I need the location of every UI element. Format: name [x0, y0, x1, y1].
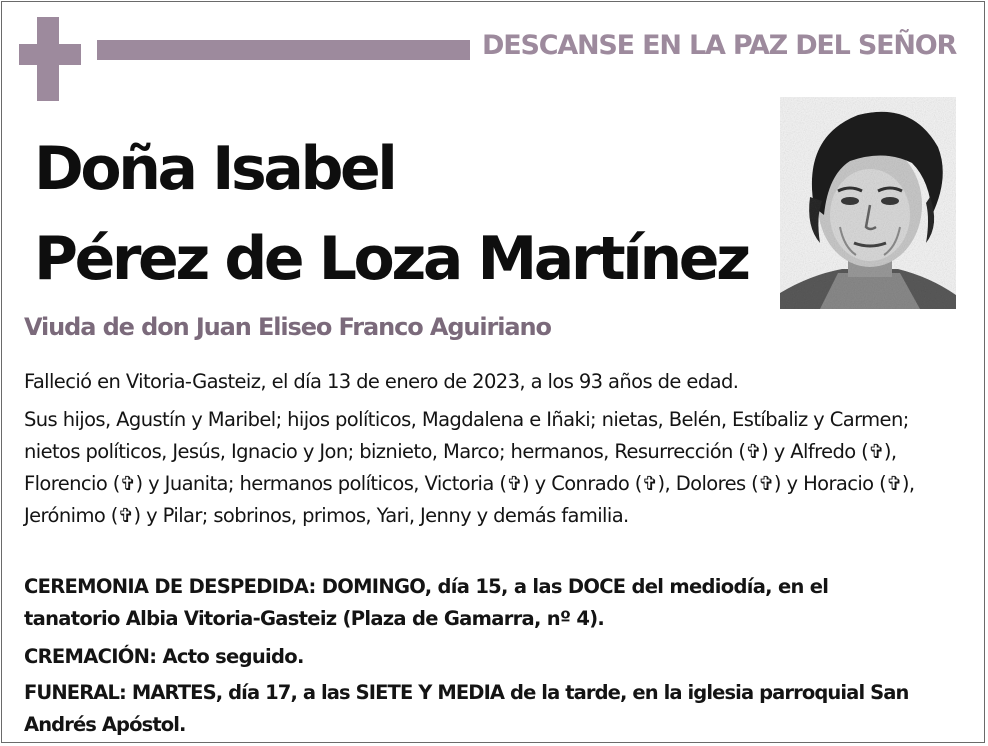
death-notice-text: Falleció en Vitoria-Gasteiz, el día 13 de enero de 2023, a los 93 años de edad. [24, 370, 739, 393]
cremation-text: CREMACIÓN: Acto seguido. [24, 645, 304, 668]
ceremony-text: CEREMONIA DE DESPEDIDA: DOMINGO, día 15, a las DOCE del mediodía, en el tanatorio Albia Vitoria-Gasteiz (Plaza de Gamarra, nº 4). [24, 575, 829, 630]
deceased-name-line1: Doña Isabel [34, 134, 395, 204]
header-title: DESCANSE EN LA PAZ DEL SEÑOR [482, 30, 957, 61]
portrait-photo [780, 97, 956, 309]
widow-subtitle: Viuda de don Juan Eliseo Franco Aguiriano [24, 313, 551, 341]
family-text: Sus hijos, Agustín y Maribel; hijos políticos, Magdalena e Iñaki; nietas, Belén, Estíbaliz y Carmen; nietos políticos, Jesús, Ignacio y Jon; biznieto, Marco; hermanos, Resurrección (✞) y Alfredo (✞), Florencio (✞) y Juanita; hermanos políticos, Victoria (✞) y Conrado (✞), Dolores (✞) y Horacio (✞), Jerónimo (✞) y Pilar; sobrinos, primos, Yari, Jenny y demás familia. [24, 408, 915, 527]
header-bar [97, 40, 470, 60]
deceased-name-line2: Pérez de Loza Martínez [34, 224, 748, 294]
cross-icon [19, 17, 81, 101]
funeral-text: FUNERAL: MARTES, día 17, a las SIETE Y MEDIA de la tarde, en la iglesia parroquial San Andrés Apóstol. [24, 681, 909, 736]
